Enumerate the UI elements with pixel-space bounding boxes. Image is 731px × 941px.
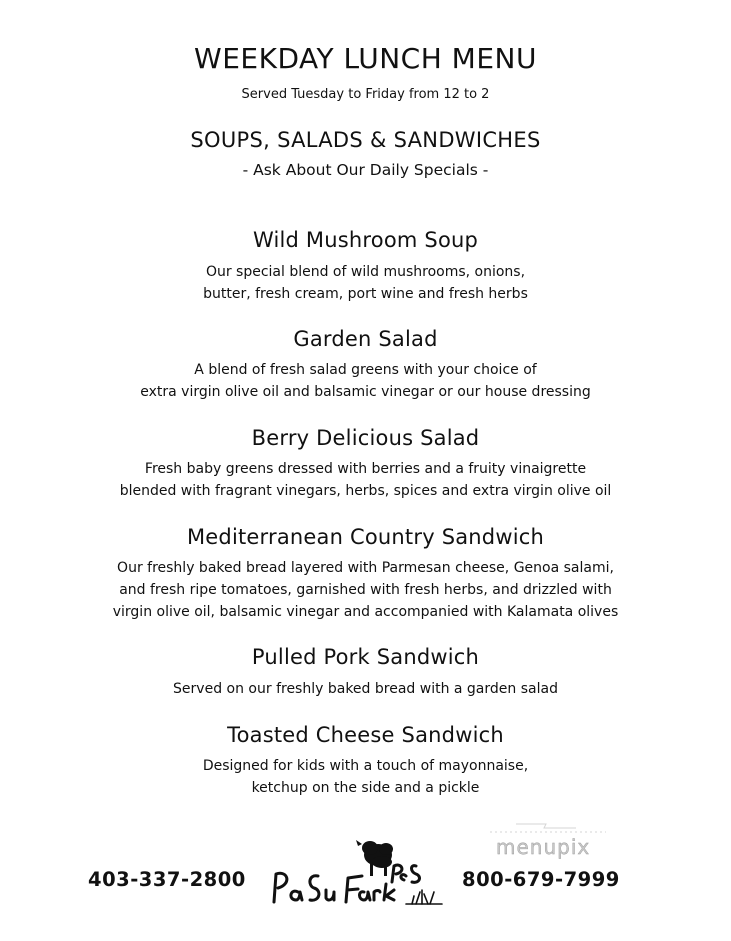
item-desc-line: A blend of fresh salad greens with your choice of	[194, 362, 537, 378]
item-name-berry-delicious-salad: Berry Delicious Salad	[251, 426, 480, 450]
item-desc-line: Designed for kids with a touch of mayonnaise,	[202, 758, 529, 774]
item-desc-line: extra virgin olive oil and balsamic vinegar or our house dressing	[140, 384, 591, 400]
item-desc-line: ketchup on the side and a pickle	[251, 780, 480, 796]
item-desc-line: Our special blend of wild mushrooms, onions,	[205, 264, 526, 280]
item-name-mediterranean-country-sandwich: Mediterranean Country Sandwich	[186, 525, 544, 549]
daily-specials-note: - Ask About Our Daily Specials -	[242, 161, 489, 179]
item-desc-line: and fresh ripe tomatoes, garnished with fresh herbs, and drizzled with	[119, 582, 612, 598]
item-name-pulled-pork-sandwich: Pulled Pork Sandwich	[251, 645, 480, 669]
svg-text:menupix: menupix	[496, 835, 591, 859]
menupix-watermark	[486, 818, 616, 862]
item-desc-line: Our freshly baked bread layered with Parmesan cheese, Genoa salami,	[117, 560, 614, 576]
item-desc-line: butter, fresh cream, port wine and fresh herbs	[203, 286, 528, 302]
phone-number-tollfree: 800-679-7999	[462, 868, 620, 891]
item-desc-line: Served on our freshly baked bread with a garden salad	[173, 681, 558, 697]
section-title: SOUPS, SALADS & SANDWICHES	[190, 128, 541, 152]
grass-icon	[406, 890, 442, 904]
served-hours: Served Tuesday to Friday from 12 to 2	[241, 87, 490, 102]
item-name-garden-salad: Garden Salad	[293, 327, 438, 351]
item-name-toasted-cheese-sandwich: Toasted Cheese Sandwich	[227, 723, 504, 747]
item-desc-line: Fresh baby greens dressed with berries and a fruity vinaigrette	[144, 461, 587, 477]
item-desc-line: blended with fragrant vinegars, herbs, spices and extra virgin olive oil	[119, 483, 612, 499]
item-name-wild-mushroom-soup: Wild Mushroom Soup	[252, 228, 479, 252]
menu-title: WEEKDAY LUNCH MENU	[194, 42, 537, 75]
item-desc-line: virgin olive oil, balsamic vinegar and accompanied with Kalamata olives	[112, 604, 619, 620]
phone-number-local: 403-337-2800	[88, 868, 246, 891]
pasu-farm-logo	[266, 830, 446, 910]
sheep-icon	[356, 840, 393, 876]
